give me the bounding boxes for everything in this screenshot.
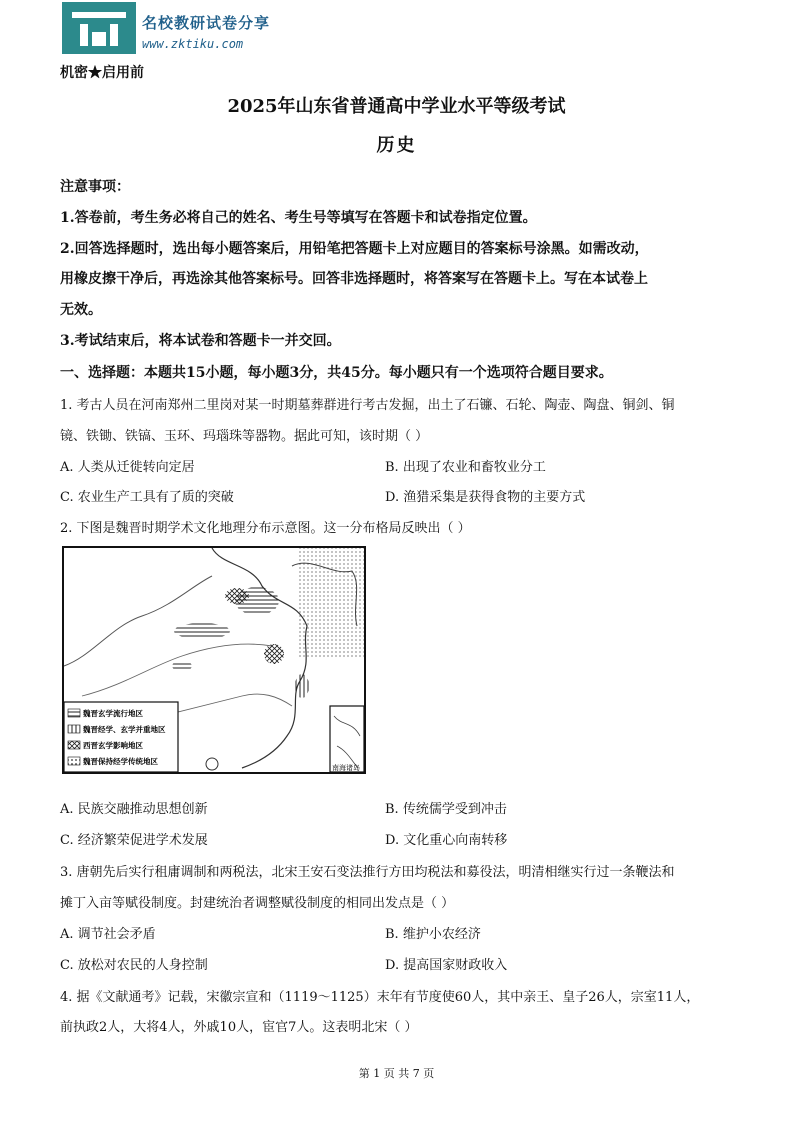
legend-item-2: 魏晋经学、玄学并重地区 [83,725,166,734]
q3-option-b: B. 维护小农经济 [385,927,481,942]
q2-stem: 2. 下图是魏晋时期学术文化地理分布示意图。这一分布格局反映出（ ） [60,521,471,536]
secret-label: 机密★启用前 [60,65,144,81]
q3-stem-1: 3. 唐朝先后实行租庸调制和两税法，北宋王安石变法推行方田均税法和募役法，明清相继实行过一条鞭法和 [60,865,675,880]
note-2-end: 无效。 [60,302,102,318]
q3-option-a: A. 调节社会矛盾 [60,927,156,942]
q1-stem-1: 1. 考古人员在河南郑州二里岗对某一时期墓葬群进行考古发掘，出土了石镰、石轮、陶壶、陶盘、铜剑、铜 [60,398,675,413]
legend-item-3: 西晋玄学影响地区 [83,741,143,750]
section-heading: 一、选择题：本题共15小题，每小题3分，共45分。每小题只有一个选项符合题目要求。 [60,365,613,381]
q1-stem-2: 镜、铁锄、铁镐、玉环、玛瑙珠等器物。据此可知，该时期（ ） [60,429,429,444]
map-corner-label: 南海诸岛 [332,764,360,772]
q2-option-b: B. 传统儒学受到冲击 [385,802,507,817]
q1-option-b: B. 出现了农业和畜牧业分工 [385,460,546,475]
q3-option-d: D. 提高国家财政收入 [385,958,508,973]
logo-url: www.zktiku.com [142,37,244,51]
q1-option-d: D. 渔猎采集是获得食物的主要方式 [385,490,586,505]
q1-option-a: A. 人类从迁徙转向定居 [60,460,195,475]
q2-option-d: D. 文化重心向南转移 [385,833,508,848]
q4-stem-1: 4. 据《文献通考》记载，宋徽宗宣和（1119～1125）末年有节度使60人，其中亲王、皇子26人，宗室11人， [60,990,700,1005]
note-2: 2.回答选择题时，选出每小题答案后，用铅笔把答题卡上对应题目的答案标号涂黑。如需改动， [60,241,649,257]
legend-item-1: 魏晋玄学流行地区 [83,709,143,718]
page-footer: 第 1 页 共 7 页 [358,1067,435,1080]
q2-option-c: C. 经济繁荣促进学术发展 [60,833,208,848]
note-1: 1.答卷前，考生务必将自己的姓名、考生号等填写在答题卡和试卷指定位置。 [60,210,537,226]
note-3: 3.考试结束后，将本试卷和答题卡一并交回。 [60,333,341,349]
q4-stem-2: 前执政2人，大将4人，外戚10人，宦官7人。这表明北宋（ ） [60,1020,418,1035]
note-2-cont: 用橡皮擦干净后，再选涂其他答案标号。回答非选择题时，将答案写在答题卡上。写在本试卷上 [60,271,648,287]
exam-title: 2025年山东省普通高中学业水平等级考试 [227,96,566,117]
logo-name: 名校教研试卷分享 [142,14,271,32]
q3-option-c: C. 放松对农民的人身控制 [60,958,208,973]
legend-item-4: 魏晋保持经学传统地区 [83,757,158,766]
site-logo [62,2,292,58]
logo-emblem [62,2,136,54]
q1-option-c: C. 农业生产工具有了质的突破 [60,490,234,505]
culture-distribution-map [62,546,366,774]
q2-option-a: A. 民族交融推动思想创新 [60,802,208,817]
q3-stem-2: 摊丁入亩等赋役制度。封建统治者调整赋役制度的相同出发点是（ ） [60,896,455,911]
subject-title: 历史 [376,135,417,156]
notes-heading: 注意事项： [60,179,130,195]
